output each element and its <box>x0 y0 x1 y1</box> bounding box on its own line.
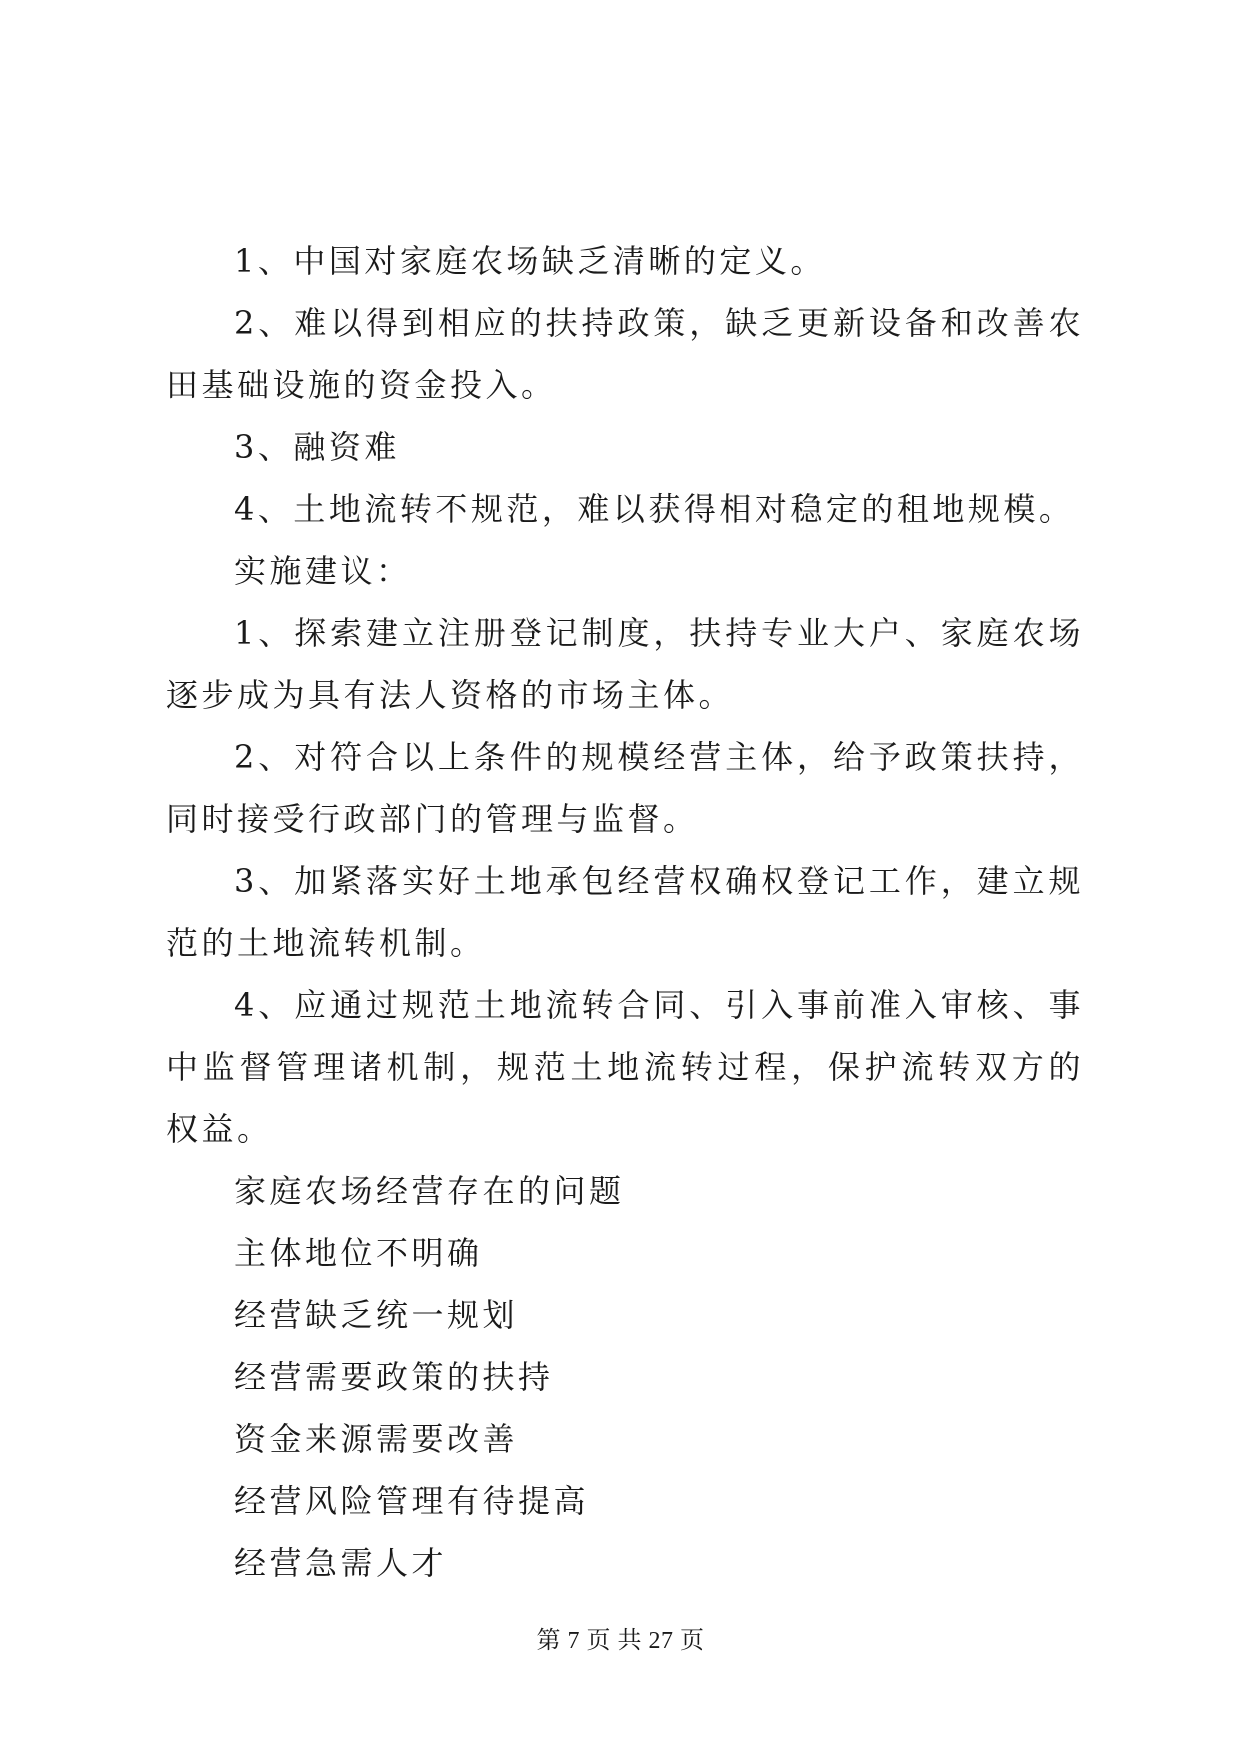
issue-item: 经营急需人才 <box>234 1544 448 1582</box>
issue-item: 主体地位不明确 <box>234 1234 483 1272</box>
suggestion-2-paragraph: 2、对符合以上条件的规模经营主体，给予政策扶持，同时接受行政部门的管理与监督。 <box>166 738 1084 838</box>
suggestions-heading: 实施建议： <box>234 552 412 590</box>
issues-heading: 家庭农场经营存在的问题 <box>234 1172 625 1210</box>
problem-4-paragraph: 4、土地流转不规范，难以获得相对稳定的租地规模。 <box>234 490 1075 528</box>
suggestion-1-paragraph: 1、探索建立注册登记制度，扶持专业大户、家庭农场逐步成为具有法人资格的市场主体。 <box>166 614 1084 714</box>
problem-2-paragraph: 2、难以得到相应的扶持政策，缺乏更新设备和改善农田基础设施的资金投入。 <box>166 304 1084 404</box>
issue-item: 资金来源需要改善 <box>234 1420 519 1458</box>
issue-item: 经营缺乏统一规划 <box>234 1296 519 1334</box>
suggestion-4-paragraph: 4、应通过规范土地流转合同、引入事前准入审核、事中监督管理诸机制，规范土地流转过程，保护流转双方的权益。 <box>166 986 1084 1148</box>
page-footer: 第 7 页 共 27 页 <box>536 1628 705 1654</box>
issue-item: 经营风险管理有待提高 <box>234 1482 590 1520</box>
problem-3-paragraph: 3、融资难 <box>234 428 400 466</box>
document-body <box>166 230 1084 1594</box>
issue-item: 经营需要政策的扶持 <box>234 1358 554 1396</box>
suggestion-3-paragraph: 3、加紧落实好土地承包经营权确权登记工作，建立规范的土地流转机制。 <box>166 862 1084 962</box>
problem-1-paragraph: 1、中国对家庭农场缺乏清晰的定义。 <box>234 242 826 280</box>
